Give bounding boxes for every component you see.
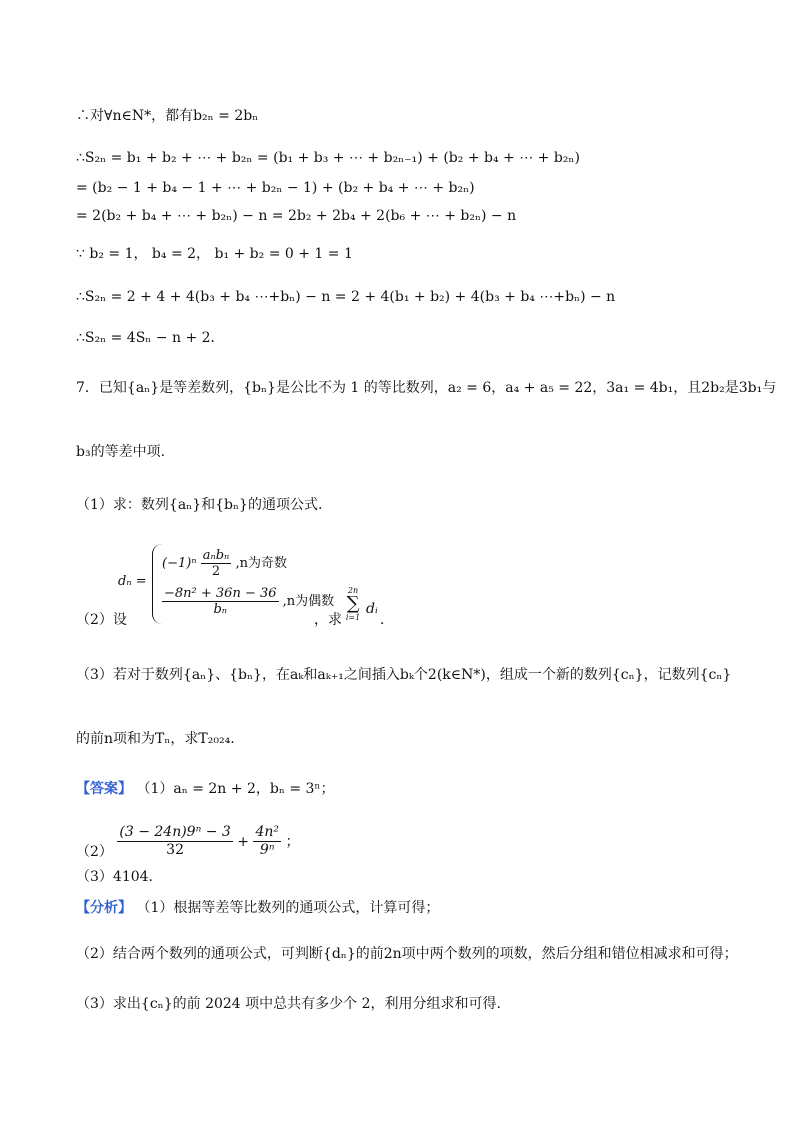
problem-part-2-end: ． (380, 612, 394, 628)
answer-part-1: （1）aₙ = 2n + 2，bₙ = 3ⁿ； (136, 781, 335, 797)
proof-line-5: ∵ b₂ = 1， b₄ = 2， b₁ + b₂ = 0 + 1 = 1 (76, 246, 353, 262)
piecewise-case-odd (162, 548, 287, 579)
problem-7-line-2: b₃的等差中项. (76, 444, 166, 460)
summation-lower: i=1 (345, 613, 361, 622)
case-even-condition: ,n为偶数 (282, 594, 335, 609)
case-odd-denominator: 2 (211, 564, 221, 579)
case-odd-numerator: aₙbₙ (202, 548, 230, 563)
proof-line-7: ∴S₂ₙ = 4Sₙ − n + 2． (76, 330, 225, 346)
answer-fraction-1-denominator: 32 (166, 842, 184, 859)
case-odd-sign: (−1)ⁿ (162, 556, 197, 571)
summation-sign: ∑ (346, 593, 360, 614)
proof-line-4: = 2(b₂ + b₄ + ⋯ + b₂ₙ) − n = 2b₂ + 2b₄ + 2(b₆ + ⋯ + b₂ₙ) − n (76, 208, 517, 224)
piecewise-case-even (162, 586, 334, 617)
proof-line-2: ∴S₂ₙ = b₁ + b₂ + ⋯ + b₂ₙ = (b₁ + b₃ + ⋯ + b₂ₙ₋₁) + (b₂ + b₄ + ⋯ + b₂ₙ) (76, 150, 580, 166)
answer-line-1 (76, 781, 334, 799)
answer-part-3: （3）4104. (76, 869, 153, 885)
problem-part-1: （1）求：数列{aₙ}和{bₙ}的通项公式. (76, 497, 323, 513)
answer-tag: 【答案】 (76, 781, 132, 797)
case-odd-fraction (201, 548, 232, 579)
answer-fraction-2 (253, 824, 281, 860)
case-even-numerator: −8n² + 36n − 36 (164, 586, 277, 601)
answer-fraction-1 (117, 824, 232, 860)
proof-line-3: = (b₂ − 1 + b₄ − 1 + ⋯ + b₂ₙ − 1) + (b₂ + b₄ + ⋯ + b₂ₙ) (76, 180, 475, 196)
answer-fraction-2-denominator: 9ⁿ (259, 842, 275, 859)
answer-fraction-2-numerator: 4n² (253, 824, 281, 843)
problem-part-2-ask: ，求 (314, 612, 342, 628)
case-even-fraction (162, 586, 279, 617)
problem-part-2-label: （2）设 (76, 612, 127, 628)
summation-upper: 2n (347, 586, 359, 595)
case-odd-condition: ,n为奇数 (235, 556, 287, 571)
answer-line-2 (76, 822, 299, 862)
d-n-lhs: dₙ = (118, 574, 147, 589)
answer-plus: + (237, 833, 249, 850)
analysis-step-1: （1）根据等差等比数列的通项公式，计算可得； (136, 900, 440, 916)
proof-line-6: ∴S₂ₙ = 2 + 4 + 4(b₃ + b₄ ⋯+bₙ) − n = 2 + 4(b₁ + b₂) + 4(b₃ + b₄ ⋯+bₙ) − n (76, 289, 616, 305)
analysis-line-1 (76, 900, 439, 918)
answer-part-2-label: （2） (76, 844, 113, 860)
answer-fraction-1-numerator: (3 − 24n)9ⁿ − 3 (117, 824, 232, 843)
proof-line-1: ∴对∀n∈N*，都有b₂ₙ = 2bₙ (76, 108, 259, 124)
problem-part-3-line-2: 的前n项和为Tₙ，求T₂₀₂₄. (76, 731, 235, 747)
summation (340, 586, 366, 622)
analysis-tag: 【分析】 (76, 900, 132, 916)
analysis-step-2: （2）结合两个数列的通项公式，可判断{dₙ}的前2n项中两个数列的项数，然后分组和错位相减求和可得； (76, 946, 738, 962)
problem-7-line-1: 7．已知{aₙ}是等差数列，{bₙ}是公比不为 1 的等比数列，a₂ = 6，a₄ + a₅ = 22，3a₁ = 4b₁，且2b₂是3b₁与 (76, 380, 777, 396)
analysis-step-3: （3）求出{cₙ}的前 2024 项中总共有多少个 2，利用分组求和可得. (76, 996, 501, 1012)
case-even-denominator: bₙ (213, 602, 228, 617)
answer-part-2-end: ； (285, 833, 300, 850)
summation-term: dᵢ (366, 601, 378, 617)
problem-part-3-line-1: （3）若对于数列{aₙ}、{bₙ}，在aₖ和aₖ₊₁之间插入bₖ个2(k∈N*)，组成一个新的数列{cₙ}，记数列{cₙ} (76, 667, 732, 683)
